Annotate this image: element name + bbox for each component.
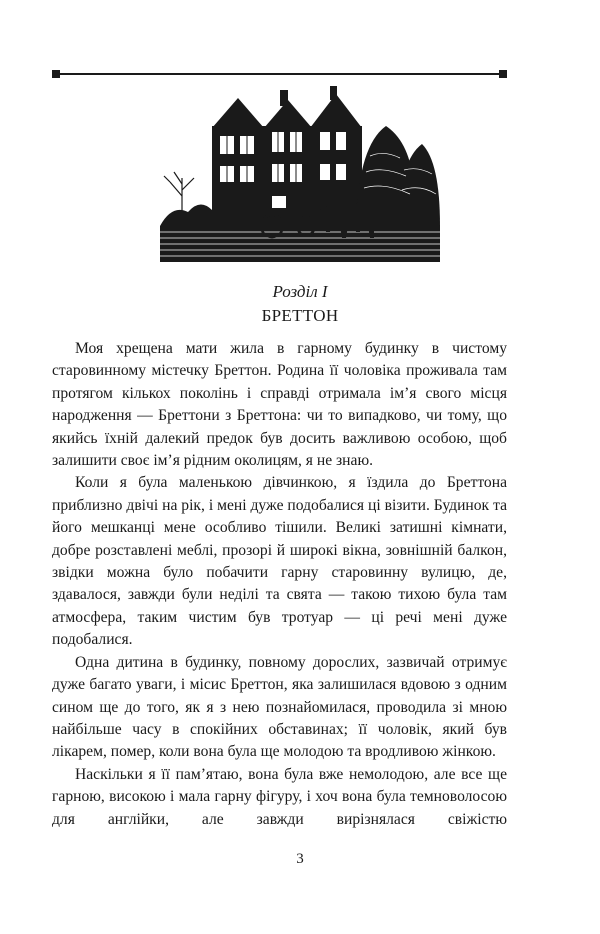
manor-house-engraving (160, 86, 440, 262)
paragraph: Наскільки я її пам’ятаю, вона була вже немолодою, але все ще гарною, високою і мала гарну фігуру, і хоч вона була темноволосою для англійки, але завжди вирізнялася свіжістю (52, 765, 507, 828)
chapter-title: БРЕТТОН (261, 306, 339, 325)
body-text (52, 338, 507, 831)
paragraph: Одна дитина в будинку, повному дорослих, зазвичай отримує дуже багато уваги, і місис Бреттон, яка залишилася вдовою з одним сином ще до того, як я з нею познайомилася, проводила зі мною найбільше часу в спокійних обставинах; її чоловік, який був лікарем, помер, коли вона була ще молодою та вродливою жінкою. (52, 653, 507, 761)
paragraph: Коли я була маленькою дівчинкою, я їздила до Бреттона приблизно двічі на рік, і мені дуже подобалися ці візити. Будинок та його мешканці мене особливо тішили. Великі затишні кімнати, добре розставлені меблі, прозорі й широкі вікна, зовнішній балкон, звідки можна було побачити гарну старовинну вулицю, де, здавалося, завжди були неділі та свята — такою тихою була там атмосфера, таким чистим був тротуар — ці речі мені дуже подобалися. (52, 474, 507, 649)
header-rule-right-square (499, 70, 507, 78)
chapter-label: Розділ І (272, 282, 328, 301)
paragraph: Моя хрещена мати жила в гарному будинку в чистому старовинному містечку Бреттон. Родина її чоловіка проживала там протягом кількох поколінь і справді отримала ім’я свого місця народження — Бреттони з Бреттона: чи то випадково, чи тому, що якийсь їхній далекий предок був досить важливою особою, щоб залишити своє ім’я рідним околицям, я не знаю. (52, 340, 507, 470)
page-number: 3 (296, 851, 304, 867)
header-rule (52, 73, 507, 75)
